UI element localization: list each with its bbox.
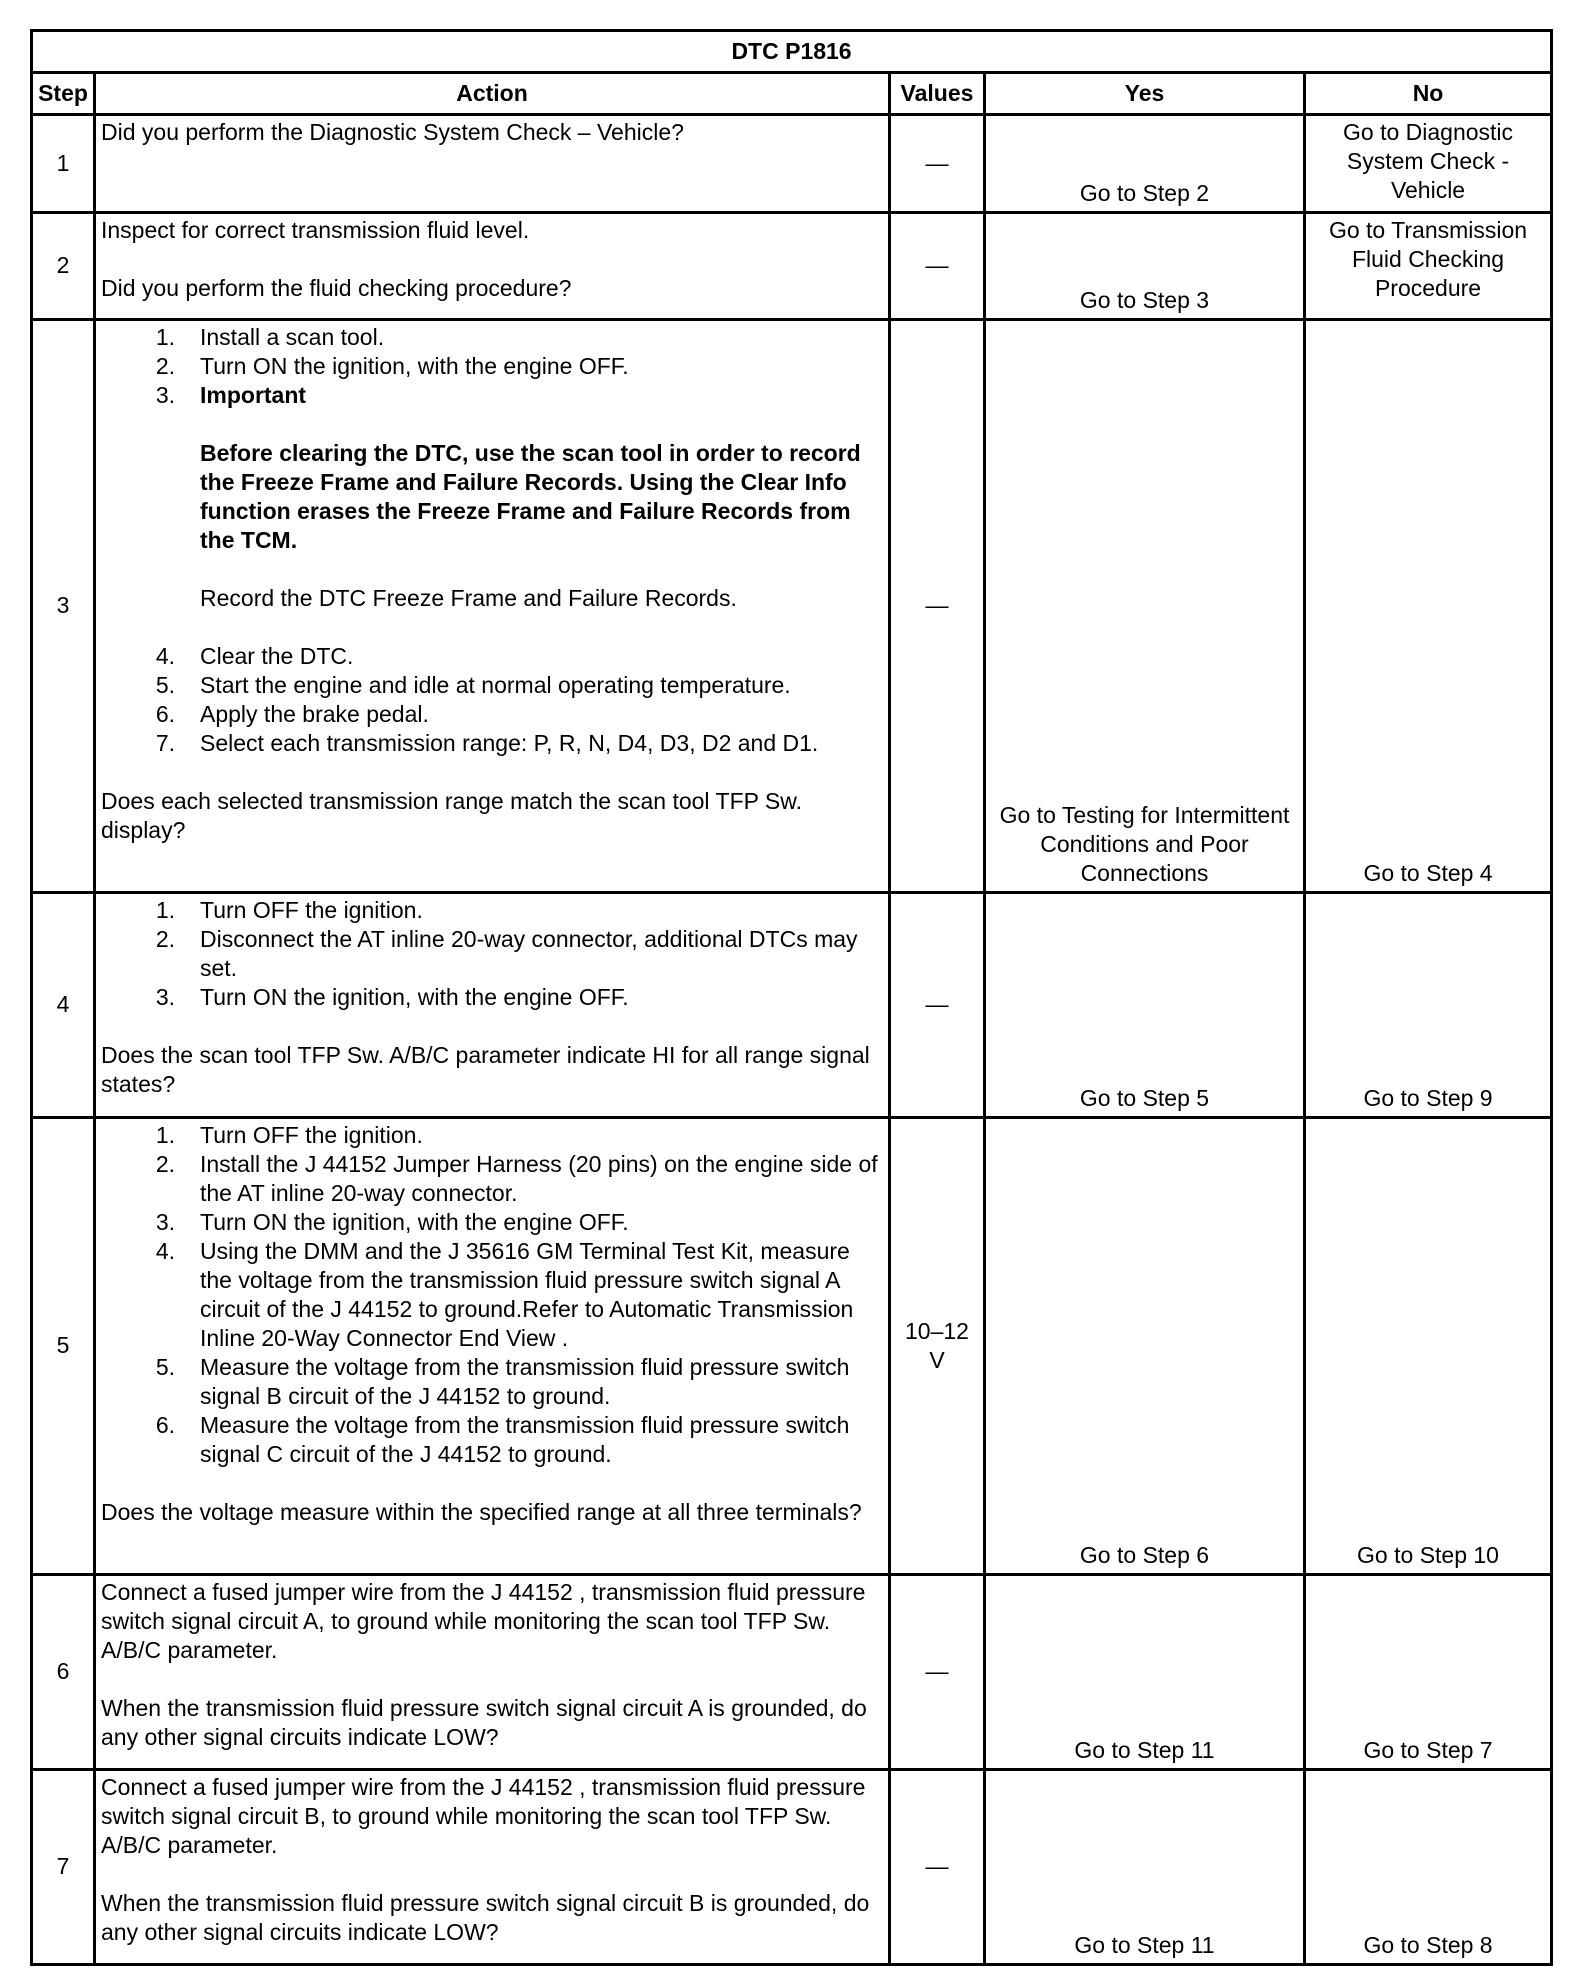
action-cell (95, 1118, 890, 1575)
no-link[interactable]: Go to Step 8 (1305, 1770, 1552, 1965)
action-cell (95, 115, 890, 213)
table-row (32, 213, 1552, 320)
action-question: Did you perform the Diagnostic System Check – Vehicle? (101, 119, 684, 145)
list-item: 5. Measure the voltage from the transmission fluid pressure switch signal B circuit of the J 44152 to ground. (155, 1354, 850, 1409)
list-item: 4. Clear the DTC. (155, 643, 354, 669)
header-values: Values (890, 73, 985, 115)
procedure-list (101, 642, 883, 758)
step-number: 3 (32, 320, 95, 893)
action-cell (95, 893, 890, 1118)
step-number: 6 (32, 1575, 95, 1770)
step-number: 5 (32, 1118, 95, 1575)
diagnostic-table (30, 29, 1553, 1966)
list-item: 3. Turn ON the ignition, with the engine OFF. (155, 984, 629, 1010)
action-cell (95, 213, 890, 320)
no-link[interactable]: Go to Step 9 (1305, 893, 1552, 1118)
yes-link[interactable]: Go to Step 11 (985, 1575, 1305, 1770)
list-item: 5. Start the engine and idle at normal operating temperature. (155, 672, 791, 698)
no-link[interactable]: Go to Step 7 (1305, 1575, 1552, 1770)
list-item: 6. Apply the brake pedal. (155, 701, 429, 727)
action-cell (95, 1770, 890, 1965)
table-row (32, 1770, 1552, 1965)
value-cell: — (890, 893, 985, 1118)
no-link[interactable]: Go to Diagnostic System Check - Vehicle (1305, 115, 1552, 213)
table-row (32, 320, 1552, 893)
action-cell (95, 1575, 890, 1770)
list-item: 1. Install a scan tool. (155, 324, 385, 350)
value-cell: — (890, 1770, 985, 1965)
table-row (32, 115, 1552, 213)
list-item: 6. Measure the voltage from the transmission fluid pressure switch signal C circuit of the J 44152 to ground. (155, 1412, 850, 1467)
no-link[interactable]: Go to Step 10 (1305, 1118, 1552, 1575)
list-item: 2. Disconnect the AT inline 20-way connector, additional DTCs may set. (155, 926, 858, 981)
list-item: 2. Install the J 44152 Jumper Harness (20 pins) on the engine side of the AT inline 20-way connector. (155, 1151, 878, 1206)
yes-link[interactable]: Go to Step 6 (985, 1118, 1305, 1575)
header-row (32, 73, 1552, 115)
no-link[interactable]: Go to Transmission Fluid Checking Procedure (1305, 213, 1552, 320)
table-row (32, 893, 1552, 1118)
yes-link[interactable]: Go to Step 3 (985, 213, 1305, 320)
table-row (32, 1575, 1552, 1770)
step-number: 7 (32, 1770, 95, 1965)
action-question: Does each selected transmission range match the scan tool TFP Sw. display? (101, 788, 803, 843)
list-item: 7. Select each transmission range: P, R, N, D4, D3, D2 and D1. (155, 730, 819, 756)
action-intro: Inspect for correct transmission fluid level. (101, 217, 530, 243)
table-row (32, 1118, 1552, 1575)
action-question: When the transmission fluid pressure switch signal circuit B is grounded, do any other signal circuits indicate LOW? (101, 1890, 870, 1945)
header-yes: Yes (985, 73, 1305, 115)
step-number: 1 (32, 115, 95, 213)
procedure-list (101, 896, 883, 1012)
list-item: 2. Turn ON the ignition, with the engine OFF. (155, 353, 629, 379)
action-question: Does the voltage measure within the specified range at all three terminals? (101, 1499, 862, 1525)
action-intro: Connect a fused jumper wire from the J 44152 , transmission fluid pressure switch signal circuit A, to ground while monitoring the scan tool TFP Sw. A/B/C parameter. (101, 1579, 866, 1663)
title-row (32, 31, 1552, 73)
yes-link[interactable]: Go to Testing for Intermittent Conditions and Poor Connections (985, 320, 1305, 893)
yes-link[interactable]: Go to Step 2 (985, 115, 1305, 213)
record-instruction: Record the DTC Freeze Frame and Failure Records. (200, 585, 737, 611)
header-action: Action (95, 73, 890, 115)
action-question: Did you perform the fluid checking procedure? (101, 275, 572, 301)
procedure-list (101, 323, 883, 410)
no-link[interactable]: Go to Step 4 (1305, 320, 1552, 893)
header-no: No (1305, 73, 1552, 115)
list-item: 4. Using the DMM and the J 35616 GM Terminal Test Kit, measure the voltage from the transmission fluid pressure switch signal A circuit of the J 44152 to ground.Refer to Automatic Transmission Inline 20-Way Connector End View . (155, 1238, 854, 1351)
list-item: 1. Turn OFF the ignition. (155, 1122, 423, 1148)
value-cell: — (890, 320, 985, 893)
step-number: 4 (32, 893, 95, 1118)
step-number: 2 (32, 213, 95, 320)
list-item: 3. Turn ON the ignition, with the engine OFF. (155, 1209, 629, 1235)
value-cell: — (890, 213, 985, 320)
important-label: Important (200, 382, 307, 408)
value-cell: 10–12 V (890, 1118, 985, 1575)
table-title: DTC P1816 (32, 31, 1552, 73)
action-question: Does the scan tool TFP Sw. A/B/C parameter indicate HI for all range signal states? (101, 1042, 870, 1097)
value-cell: — (890, 115, 985, 213)
action-cell (95, 320, 890, 893)
action-intro: Connect a fused jumper wire from the J 44152 , transmission fluid pressure switch signal circuit B, to ground while monitoring the scan tool TFP Sw. A/B/C parameter. (101, 1774, 866, 1858)
important-note: Before clearing the DTC, use the scan tool in order to record the Freeze Frame and Failure Records. Using the Clear Info function erases the Freeze Frame and Failure Records from the TCM. Record the DTC Freeze Frame and Failure Records. (101, 439, 883, 613)
value-cell: — (890, 1575, 985, 1770)
action-question: When the transmission fluid pressure switch signal circuit A is grounded, do any other signal circuits indicate LOW? (101, 1695, 867, 1750)
header-step: Step (32, 73, 95, 115)
yes-link[interactable]: Go to Step 5 (985, 893, 1305, 1118)
list-item: 1. Turn OFF the ignition. (155, 897, 423, 923)
procedure-list (101, 1121, 883, 1469)
yes-link[interactable]: Go to Step 11 (985, 1770, 1305, 1965)
list-item: 3. Important (155, 382, 307, 408)
